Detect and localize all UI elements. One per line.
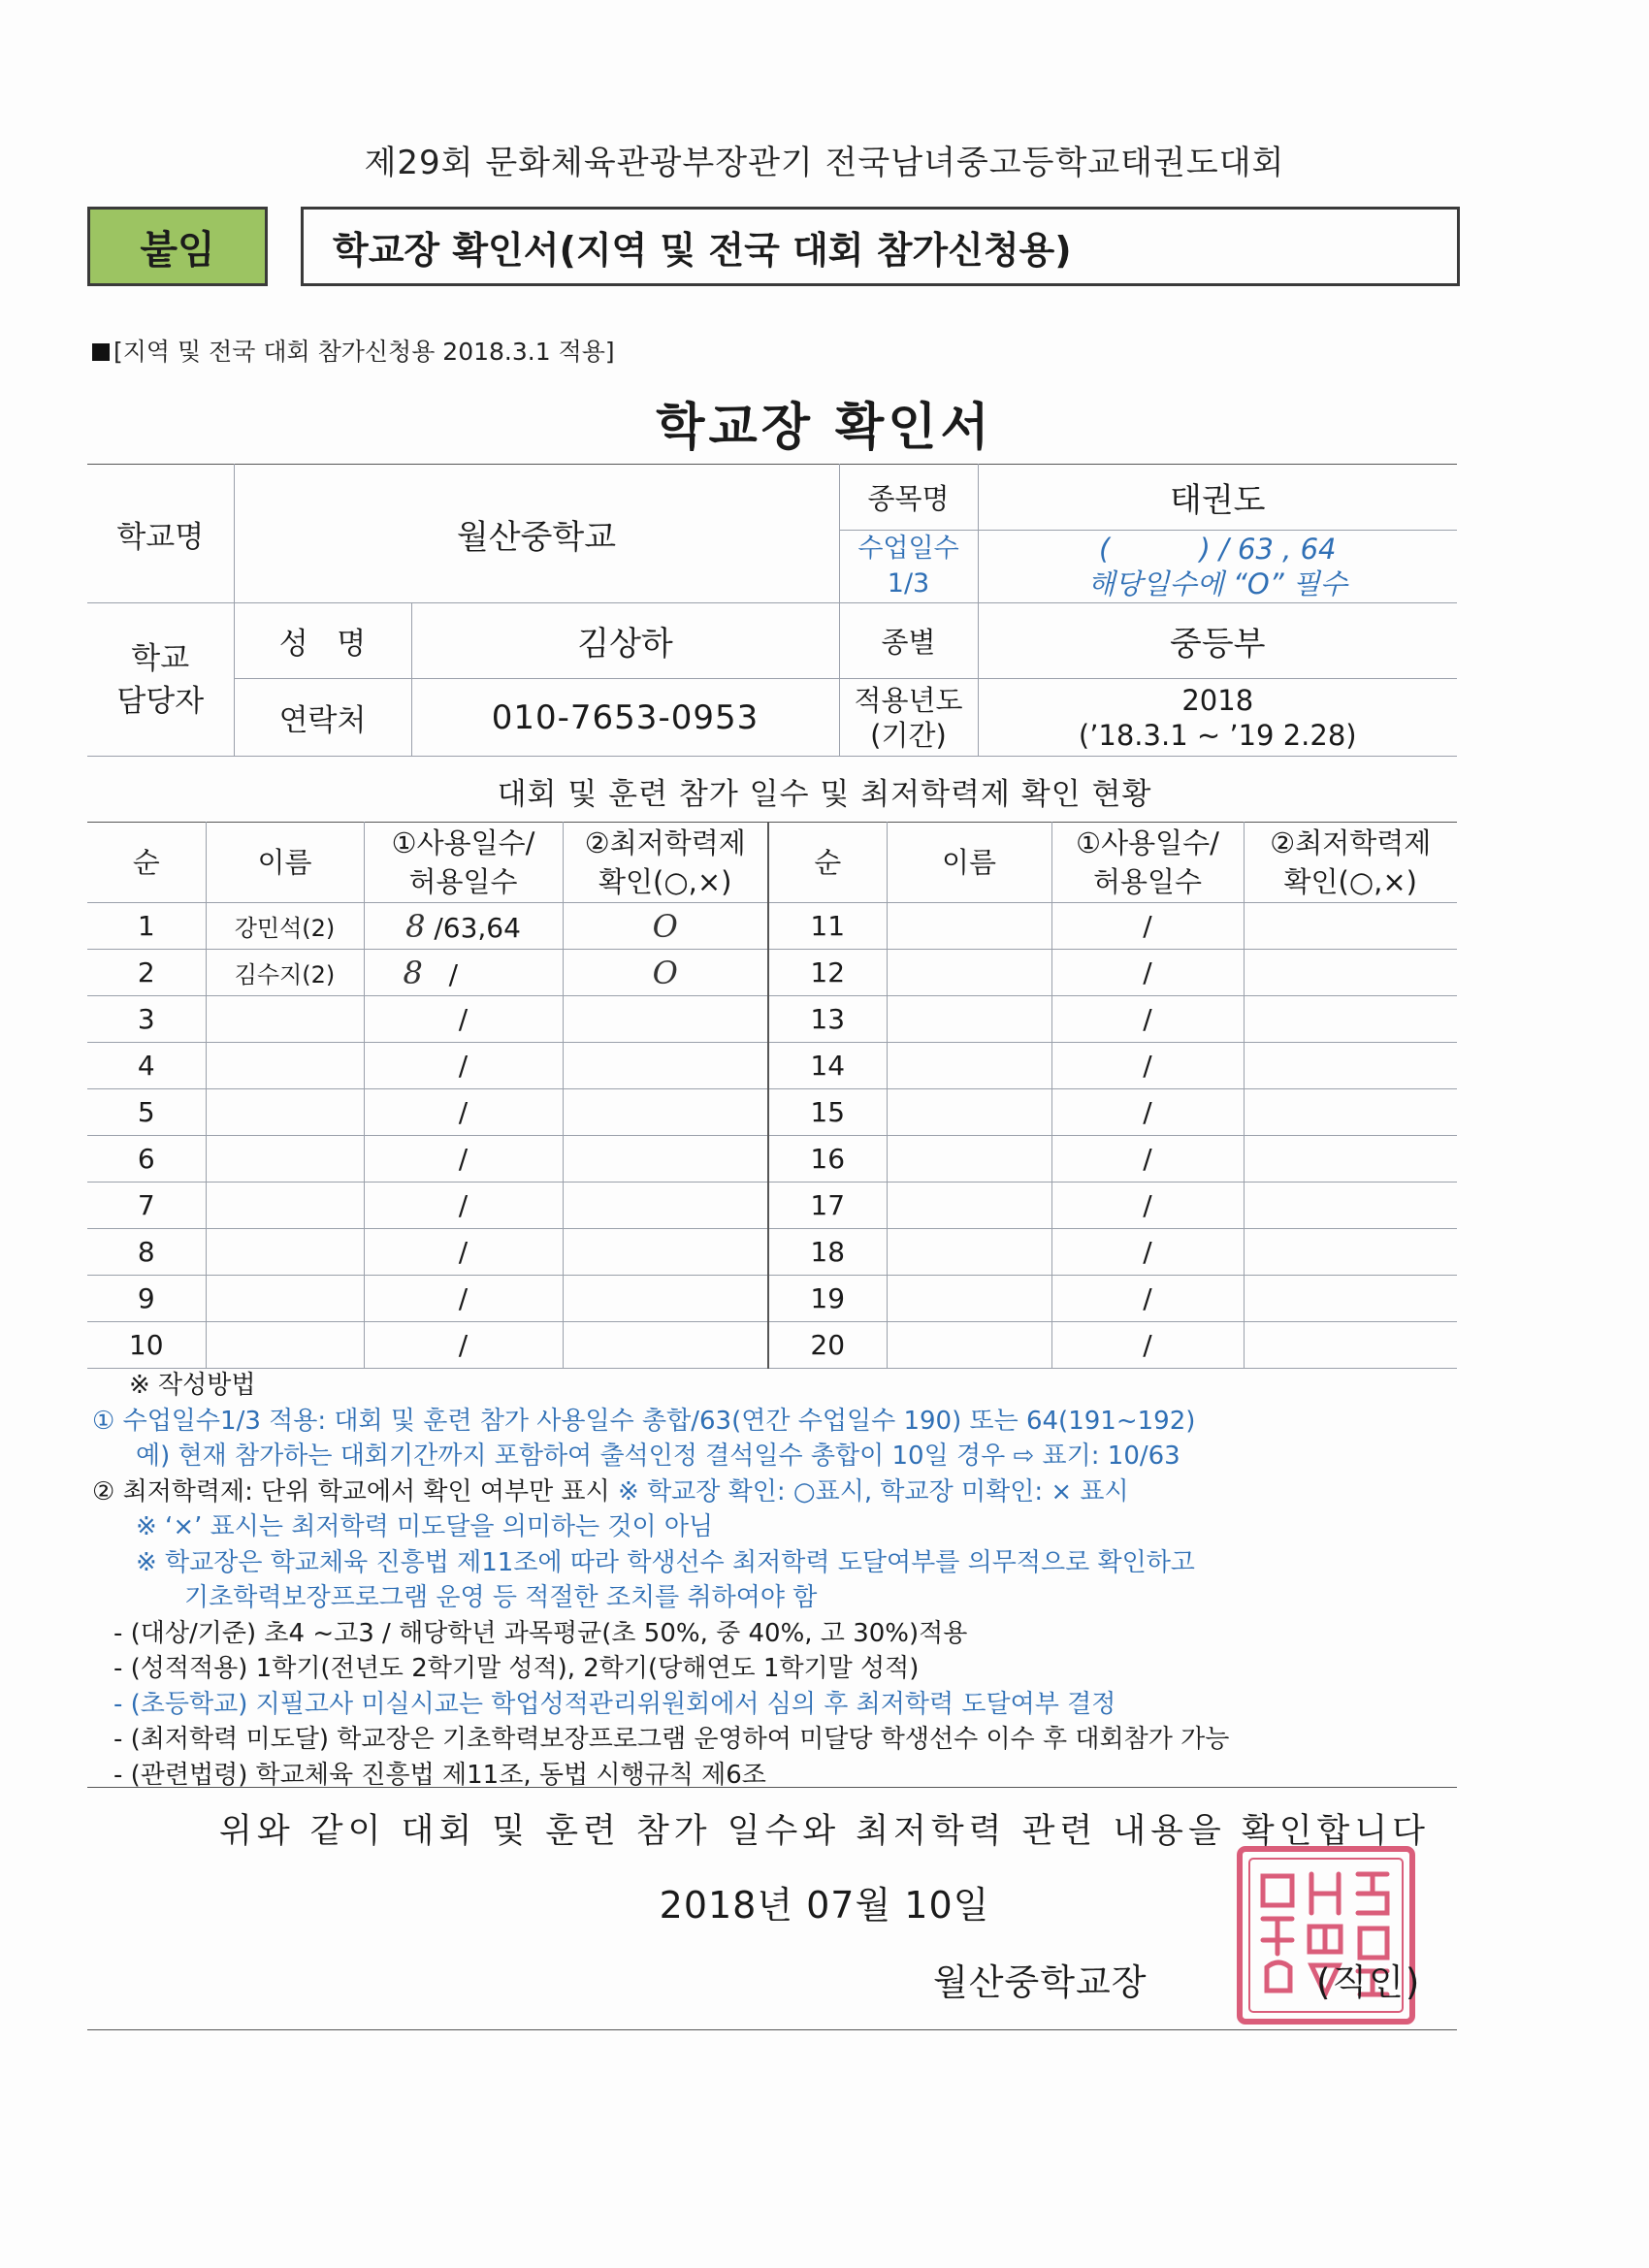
year-value-line1: 2018: [1181, 683, 1254, 717]
row-min: [1244, 950, 1457, 996]
year-value-line2: (’18.3.1 ~ ’19 2.28): [1078, 718, 1357, 752]
form-note-text: [지역 및 전국 대회 참가신청용 2018.3.1 적용]: [113, 338, 615, 366]
row-no: 4: [87, 1043, 206, 1089]
phone-label: 연락처: [234, 679, 411, 757]
event-title: 제29회 문화체육관광부장관기 전국남녀중고등학교태권도대회: [364, 144, 1285, 182]
row-name: [887, 1229, 1051, 1276]
row-name: [887, 1276, 1051, 1322]
row-no: 3: [87, 996, 206, 1043]
row-days: /: [1051, 1229, 1244, 1276]
col-no-left: 순: [87, 823, 206, 903]
row-days: /: [364, 1229, 563, 1276]
row-min: [1244, 1043, 1457, 1089]
row-no: 14: [768, 1043, 887, 1089]
col-min-right: [1244, 823, 1457, 903]
row-min: [1244, 996, 1457, 1043]
row-days: /: [364, 1276, 563, 1322]
row-no: 8: [87, 1229, 206, 1276]
col-no-right: 순: [768, 823, 887, 903]
row-days: /: [1051, 996, 1244, 1043]
row-days: /: [364, 996, 563, 1043]
row-no: 19: [768, 1276, 887, 1322]
row-min: [1244, 1183, 1457, 1229]
row-days: /: [1051, 1136, 1244, 1183]
row-name: [887, 1183, 1051, 1229]
col-min-left: [563, 823, 768, 903]
row-name: [887, 1089, 1051, 1136]
note-2: [92, 1474, 1470, 1510]
row-no: 2: [87, 950, 206, 996]
year-label-line2: (기간): [870, 718, 947, 752]
days-value-line2: 해당일수에 “O” 필수: [1087, 567, 1347, 600]
row-no: 10: [87, 1322, 206, 1369]
row-no: 18: [768, 1229, 887, 1276]
row-min: [563, 1276, 768, 1322]
event-label: 종목명: [839, 465, 978, 531]
col-min-right-line1: ②최저학력제: [1270, 826, 1432, 859]
attachment-badge: 붙임: [87, 207, 268, 286]
note-9: - (관련법령) 학교체육 진흥법 제11조, 동법 시행규칙 제6조: [113, 1760, 766, 1790]
note-1b: 예) 현재 참가하는 대회기간까지 포함하여 출석인정 결석일수 총합이 10일 경우 ⇨ 표기: 10/63: [136, 1442, 1180, 1471]
row-min: O: [563, 950, 768, 996]
row-slash: /: [448, 957, 458, 990]
row-min: [1244, 1276, 1457, 1322]
name-value: 김상하: [411, 603, 839, 679]
row-min: [1244, 1322, 1457, 1369]
days-value: [978, 531, 1457, 603]
row-days: /: [1051, 1276, 1244, 1322]
col-days-left-line2: 허용일수: [408, 865, 518, 898]
name-label: 성 명: [234, 603, 411, 679]
row-slash: /63,64: [434, 911, 521, 944]
days-label-line1: 수업일수: [857, 534, 959, 564]
note-8: - (최저학력 미도달) 학교장은 기초학력보장프로그램 운영하여 미달당 학생선수 이수 후 대회참가 가능: [113, 1725, 1230, 1754]
row-no: 12: [768, 950, 887, 996]
row-min: [1244, 1089, 1457, 1136]
row-min: [563, 996, 768, 1043]
row-min: [563, 1043, 768, 1089]
square-bullet-icon: [92, 343, 110, 361]
row-days: [364, 950, 563, 996]
event-value: 태권도: [978, 465, 1457, 531]
row-name: [887, 1136, 1051, 1183]
row-min: [1244, 1229, 1457, 1276]
row-name: [206, 1229, 364, 1276]
col-days-left-line1: ①사용일수/: [391, 826, 535, 859]
row-name: [887, 1043, 1051, 1089]
divider-top: [87, 1787, 1457, 1788]
row-min: [1244, 1136, 1457, 1183]
row-min: [563, 1322, 768, 1369]
row-no: 7: [87, 1183, 206, 1229]
row-name: [206, 996, 364, 1043]
note-2a: ② 최저학력제: 단위 학교에서 확인 여부만 표시: [92, 1476, 610, 1507]
col-days-right: [1051, 823, 1244, 903]
col-name-left: 이름: [206, 823, 364, 903]
row-no: 17: [768, 1183, 887, 1229]
days-label: [839, 531, 978, 603]
note-7: - (초등학교) 지필고사 미실시교는 학업성적관리위원회에서 심의 후 최저학력 도달여부 결정: [113, 1689, 1116, 1719]
row-name: [206, 1322, 364, 1369]
row-days: [364, 903, 563, 950]
days-label-line2: 1/3: [887, 568, 930, 599]
row-name: [206, 1136, 364, 1183]
year-label-line1: 적용년도: [854, 683, 963, 717]
phone-value: 010-7653-0953: [411, 679, 839, 757]
year-value: [978, 679, 1457, 757]
section-title: 대회 및 훈련 참가 일수 및 최저학력제 확인 현황: [497, 777, 1152, 812]
row-min: [563, 1136, 768, 1183]
confirm-statement: 위와 같이 대회 및 훈련 참가 일수와 최저학력 관련 내용을 확인합니다: [219, 1812, 1430, 1851]
table-row: [87, 996, 1457, 1043]
row-name: [206, 1043, 364, 1089]
table-row: [87, 1229, 1457, 1276]
row-no: 5: [87, 1089, 206, 1136]
row-no: 16: [768, 1136, 887, 1183]
table-row: [87, 1136, 1457, 1183]
row-days: /: [1051, 1089, 1244, 1136]
contact-label-line2: 담당자: [116, 683, 205, 719]
note-4b: 기초학력보장프로그램 운영 등 적절한 조치를 취하여야 함: [184, 1583, 818, 1612]
division-value: 중등부: [978, 603, 1457, 679]
col-days-left: [364, 823, 563, 903]
row-min: [563, 1183, 768, 1229]
row-days: /: [1051, 1322, 1244, 1369]
table-row: [87, 950, 1457, 996]
row-name: [887, 950, 1051, 996]
divider-bottom: [87, 2029, 1457, 2030]
form-note: [92, 333, 615, 368]
row-name: 강민석(2): [206, 903, 364, 950]
info-table: [87, 464, 1457, 757]
row-min: [1244, 903, 1457, 950]
row-name: [206, 1089, 364, 1136]
table-row: [87, 1183, 1457, 1229]
col-name-right: 이름: [887, 823, 1051, 903]
col-days-right-line1: ①사용일수/: [1076, 826, 1219, 859]
table-row: [87, 1276, 1457, 1322]
days-value-line1: ( ) / 63 , 64: [1099, 533, 1337, 566]
note-6: - (성적적용) 1학기(전년도 2학기말 성적), 2학기(당해연도 1학기말 성적): [113, 1654, 920, 1683]
table-row: [87, 1322, 1457, 1369]
row-days: /: [1051, 1183, 1244, 1229]
row-no: 6: [87, 1136, 206, 1183]
note-2b: ※ 학교장 확인: ○표시, 학교장 미확인: × 표시: [618, 1476, 1129, 1507]
school-value: 월산중학교: [234, 465, 839, 603]
table-header-row: [87, 823, 1457, 903]
row-name: 김수지(2): [206, 950, 364, 996]
participants-table: [87, 822, 1457, 1369]
year-label: [839, 679, 978, 757]
row-no: 15: [768, 1089, 887, 1136]
division-label: 종별: [839, 603, 978, 679]
row-used-days: 8: [405, 907, 426, 945]
row-days: /: [364, 1183, 563, 1229]
document-title: 학교장 확인서: [656, 399, 993, 457]
row-no: 9: [87, 1276, 206, 1322]
notes-heading: ※ 작성방법: [129, 1371, 256, 1400]
table-row: [87, 1089, 1457, 1136]
row-name: [206, 1276, 364, 1322]
row-name: [887, 1322, 1051, 1369]
row-name: [887, 996, 1051, 1043]
col-min-left-line2: 확인(○,×): [598, 865, 732, 898]
row-days: /: [1051, 1043, 1244, 1089]
col-days-right-line2: 허용일수: [1092, 865, 1203, 898]
principal-name: 월산중학교장: [933, 1961, 1148, 2003]
col-min-right-line2: 확인(○,×): [1283, 865, 1417, 898]
row-name: [887, 903, 1051, 950]
instructions: [92, 1368, 1470, 1793]
row-name: [206, 1183, 364, 1229]
school-label: 학교명: [87, 465, 234, 603]
row-days: /: [364, 1043, 563, 1089]
issue-date: 2018년 07월 10일: [659, 1884, 990, 1927]
row-no: 13: [768, 996, 887, 1043]
note-5: - (대상/기준) 초4 ~고3 / 해당학년 과목평균(초 50%, 중 40%, 고 30%)적용: [113, 1618, 968, 1648]
contact-label: [87, 603, 234, 757]
row-min: [563, 1089, 768, 1136]
row-days: /: [1051, 903, 1244, 950]
row-min: [563, 1229, 768, 1276]
row-days: /: [364, 1136, 563, 1183]
contact-label-line1: 학교: [131, 640, 190, 676]
row-days: /: [364, 1322, 563, 1369]
row-days: /: [1051, 950, 1244, 996]
row-used-days: 8: [403, 954, 423, 991]
row-min: O: [563, 903, 768, 950]
note-3: ※ ‘×’ 표시는 최저학력 미도달을 의미하는 것이 아님: [136, 1512, 714, 1541]
row-no: 20: [768, 1322, 887, 1369]
seal-label: (직인): [1316, 1961, 1422, 2003]
note-1a: ① 수업일수1/3 적용: 대회 및 훈련 참가 사용일수 총합/63(연간 수업일수 190) 또는 64(191~192): [92, 1406, 1196, 1436]
header-title: 학교장 확인서(지역 및 전국 대회 참가신청용): [301, 207, 1460, 286]
table-row: [87, 1043, 1457, 1089]
col-min-left-line1: ②최저학력제: [584, 826, 746, 859]
row-days: /: [364, 1089, 563, 1136]
row-no: 1: [87, 903, 206, 950]
table-row: [87, 903, 1457, 950]
note-4a: ※ 학교장은 학교체육 진흥법 제11조에 따라 학생선수 최저학력 도달여부를 의무적으로 확인하고: [136, 1547, 1195, 1577]
row-no: 11: [768, 903, 887, 950]
